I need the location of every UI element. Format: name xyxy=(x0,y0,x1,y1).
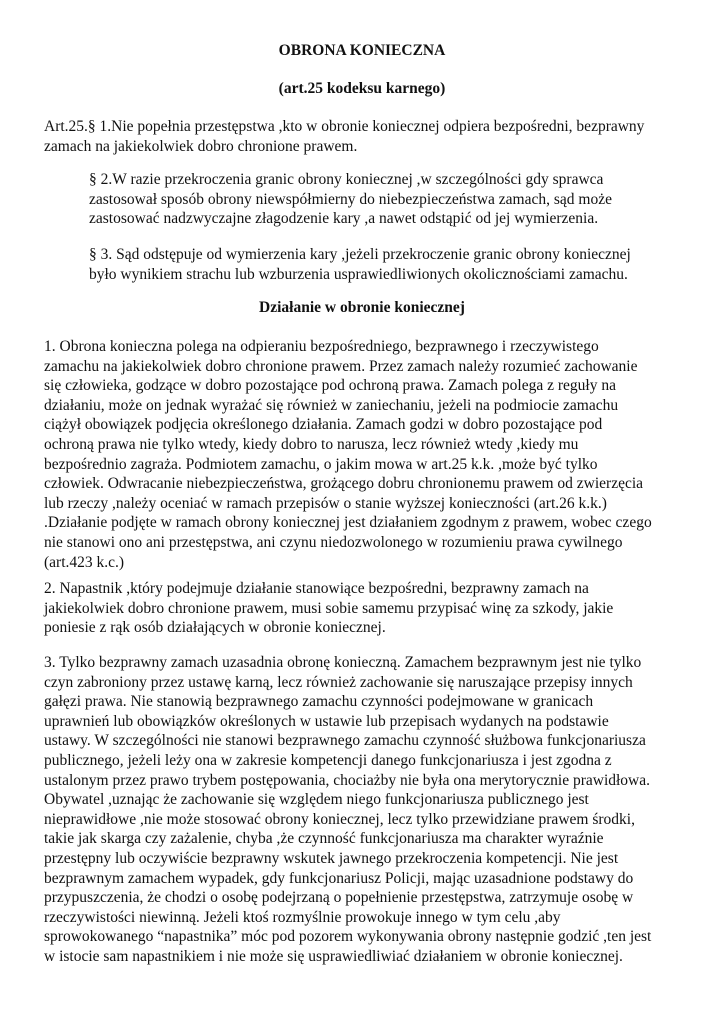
text-line: przypuszczenia, że chodzi o osobę podejrzaną o popełnienie przestępstwa, zatrzymuje osobę w xyxy=(44,889,634,907)
article-paragraph-3 xyxy=(89,245,631,284)
text-line: było wynikiem strachu lub wzburzenia usprawiedliwionych okolicznościami zamachu. xyxy=(89,265,628,283)
text-line: sprowokowanego “napastnika” móc pod pozorem wykonywania obrony następnie godzić ,ten jest xyxy=(44,928,652,946)
text-line: gałęzi prawa. Nie stanowią bezprawnego zamachu czynności podejmowane w granicach xyxy=(44,693,594,711)
text-line: czyn zabroniony przez ustawę karną, lecz również zachowanie się naruszające przepisy innych xyxy=(44,673,633,691)
point-paragraph-3 xyxy=(44,653,651,967)
text-line: uprawnień lub obowiązków określonych w ustawie lub przepisach wydanych na podstawie xyxy=(44,712,609,730)
text-line: bezprawnym zamachem wypadek, gdy funkcjonariusz Policji, mając uzasadnione podstawy do xyxy=(44,869,634,887)
text-line: publicznego, jeżeli leży ona w zakresie kompetencji danego funkcjonariusza i jest zgodna z xyxy=(44,751,612,769)
text-line: § 3. Sąd odstępuje od wymierzenia kary ,jeżeli przekroczenie granic obrony koniecznej xyxy=(89,246,631,263)
text-line: człowiek. Odwracanie niebezpieczeństwa, grożącego dobru chronionemu prawem od zwierzęcia xyxy=(44,475,644,493)
text-line: § 2.W razie przekroczenia granic obrony koniecznej ,w szczególności gdy sprawca xyxy=(89,171,604,188)
section-heading: Działanie w obronie koniecznej xyxy=(259,299,465,316)
text-line: jakiekolwiek dobro chronione prawem, musi sobie samemu przypisać winę za szkody, jakie xyxy=(44,599,614,617)
text-line: ciążył obowiązek podjęcia określonego działania. Zamach godzi w dobro pozostające pod xyxy=(44,416,603,434)
text-line: w istocie sam napastnikiem i nie może się usprawiedliwiać działaniem w obronie koniecznej. xyxy=(44,947,623,965)
document-subtitle: (art.25 kodeksu karnego) xyxy=(278,80,446,97)
text-line: 3. Tylko bezprawny zamach uzasadnia obronę konieczną. Zamachem bezprawnym jest nie tylko xyxy=(44,654,642,671)
text-line: nie stanowi ono ani przestępstwa, ani czynu niedozwolonego w rozumieniu prawa cywilnego xyxy=(44,533,623,551)
point-paragraph-2 xyxy=(44,579,613,638)
text-line: działaniu, może on jednak wyrażać się również w zaniechaniu, jeżeli na podmiocie zamachu xyxy=(44,396,619,414)
text-line: 2. Napastnik ,który podejmuje działanie stanowiące bezpośredni, bezprawny zamach na xyxy=(44,580,589,597)
text-line: się człowieka, godzące w dobro pozostające pod ochroną prawa. Zamach polega z reguły na xyxy=(44,377,616,395)
text-line: bezpośrednio zagraża. Podmiotem zamachu, o jakim mowa w art.25 k.k. ,może być tylko xyxy=(44,455,598,473)
text-line: Obywatel ,uznając że zachowanie się względem niego funkcjonariusza publicznego jest xyxy=(44,791,589,809)
point-paragraph-1 xyxy=(44,337,652,572)
text-line: zamachu na jakiekolwiek dobro chronione prawem. Przez zamach należy rozumieć zachowanie xyxy=(44,357,638,375)
text-line: poniesie z rąk osób działających w obronie koniecznej. xyxy=(44,619,386,637)
text-line: Art.25.§ 1.Nie popełnia przestępstwa ,kto w obronie koniecznej odpiera bezpośredni, bezprawny xyxy=(44,118,645,135)
article-paragraph-2 xyxy=(89,170,612,229)
text-line: nieprawidłowe ,nie może stosować obrony koniecznej, lecz tylko przewidziane prawem środki, xyxy=(44,810,635,828)
text-line: (art.423 k.c.) xyxy=(44,553,125,571)
text-line: przestępny lub oczywiście bezprawny wskutek jawnego przekroczenia kompetencji. Nie jest xyxy=(44,849,619,867)
text-line: ustawy. W szczególności nie stanowi bezprawnego zamachu czynność służbowa funkcjonariusza xyxy=(44,732,646,750)
text-line: rzeczywistości niewinną. Jeżeli ktoś rozmyślnie prowokuje innego w tym celu ,aby xyxy=(44,908,561,926)
text-line: 1. Obrona konieczna polega na odpieraniu bezpośredniego, bezprawnego i rzeczywistego xyxy=(44,338,599,355)
text-line: zastosować nadzwyczajne złagodzenie kary ,a nawet odstąpić od jej wymierzenia. xyxy=(89,210,599,228)
text-line: zastosował sposób obrony niewspółmierny do niebezpieczeństwa zamach, sąd może xyxy=(89,190,612,208)
text-line: .Działanie podjęte w ramach obrony koniecznej jest działaniem zgodnym z prawem, wobec czego xyxy=(44,514,652,532)
article-paragraph-1 xyxy=(44,117,644,156)
text-line: lub rzeczy ,należy oceniać w ramach przepisów o stanie wyższej konieczności (art.26 k.k.) xyxy=(44,494,607,512)
text-line: ustalonym przez prawo trybem postępowania, chociażby nie była ona merytorycznie prawidłowa. xyxy=(44,771,651,789)
text-line: takie jak skarga czy zażalenie, chyba ,że czynność funkcjonariusza ma charakter wyraźnie xyxy=(44,830,604,848)
text-line: ochroną prawa nie tylko wtedy, kiedy dobro to narusza, lecz również wtedy ,kiedy mu xyxy=(44,435,579,453)
document-title: OBRONA KONIECZNA xyxy=(278,42,446,59)
text-line: zamach na jakiekolwiek dobro chronione prawem. xyxy=(44,137,358,155)
